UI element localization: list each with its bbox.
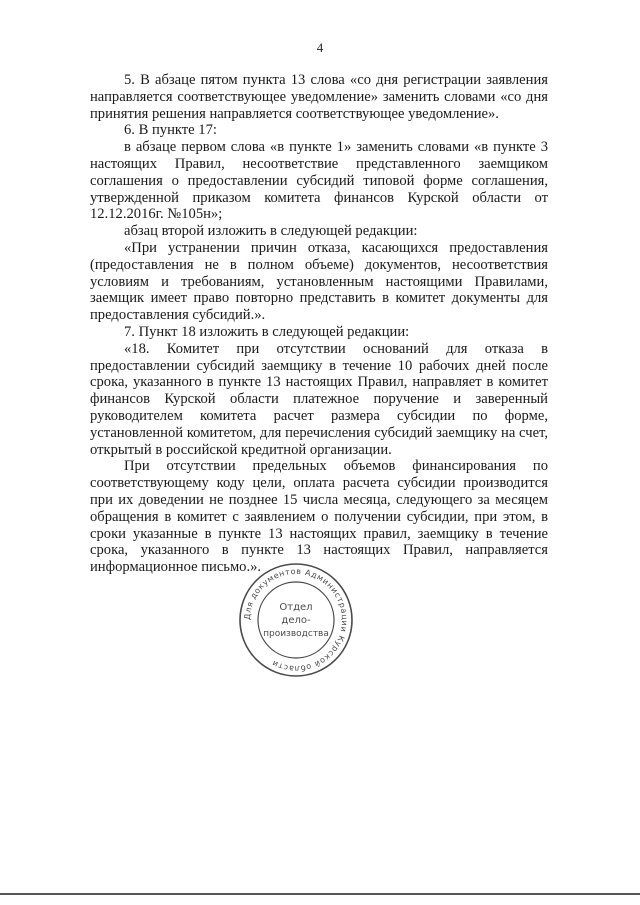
paragraph-2: 6. В пункте 17: xyxy=(124,122,217,139)
stamp-ring-text: Для документов Администрации Курской области xyxy=(242,566,350,674)
document-body xyxy=(90,72,548,576)
stamp-seal-icon xyxy=(236,560,356,680)
paragraph-3: в абзаце первом слова «в пункте 1» заменить словами «в пункте 3 настоящих Правил, несоответствие представленного заемщиком соглашения о предоставлении субсидий типовой форме соглашения, утвержденной приказом комитета финансов Курской области от 12.12.2016г. №105н»; xyxy=(90,139,548,223)
paragraph-7: «18. Комитет при отсутствии оснований для отказа в предоставлении субсидий заемщику в течение 10 рабочих дней после срока, указанного в пункте 13 настоящих Правил, направляет в комитет финансов Курской области платежное поручение и заверенный руководителем комитета расчет размера субсидии по форме, установленной комитетом, для перечисления субсидий заемщику на счет, открытый в российской кредитной организации. xyxy=(90,340,548,458)
paragraph-5: «При устранении причин отказа, касающихся предоставления (предоставления не в полном объеме) документов, несоответствия условиям и требованиям, установленным настоящими Правилами, заемщик имеет право повторно представить в комитет документы для предоставления субсидий.». xyxy=(90,239,548,324)
paragraph-8: При отсутствии предельных объемов финансирования по соответствующему коду цели, оплата расчета субсидии производится при их доведении не позднее 15 числа месяца, следующего за месяцем обращения в комитет с заявлением о получении субсидии, при этом, в сроки указанные в пункте 13 настоящих правил, заемщику в течение срока, указанного в пункте 13 настоящих Правил, направляется информационное письмо.». xyxy=(90,458,548,576)
office-stamp xyxy=(236,560,356,680)
stamp-center-line-2: дело- xyxy=(281,615,311,626)
page-number: 4 xyxy=(316,40,324,55)
paragraph-4: абзац второй изложить в следующей редакции: xyxy=(124,223,418,240)
paragraph-1: 5. В абзаце пятом пункта 13 слова «со дня регистрации заявления направляется соответствующее уведомление» заменить словами «со дня принятия решения направляется соответствующее уведомление». xyxy=(90,72,548,122)
scan-edge-line xyxy=(0,893,640,895)
paragraph-6: 7. Пункт 18 изложить в следующей редакции: xyxy=(124,323,410,340)
stamp-center-line-1: Отдел xyxy=(279,602,313,613)
stamp-center-line-3: производства xyxy=(263,629,329,639)
